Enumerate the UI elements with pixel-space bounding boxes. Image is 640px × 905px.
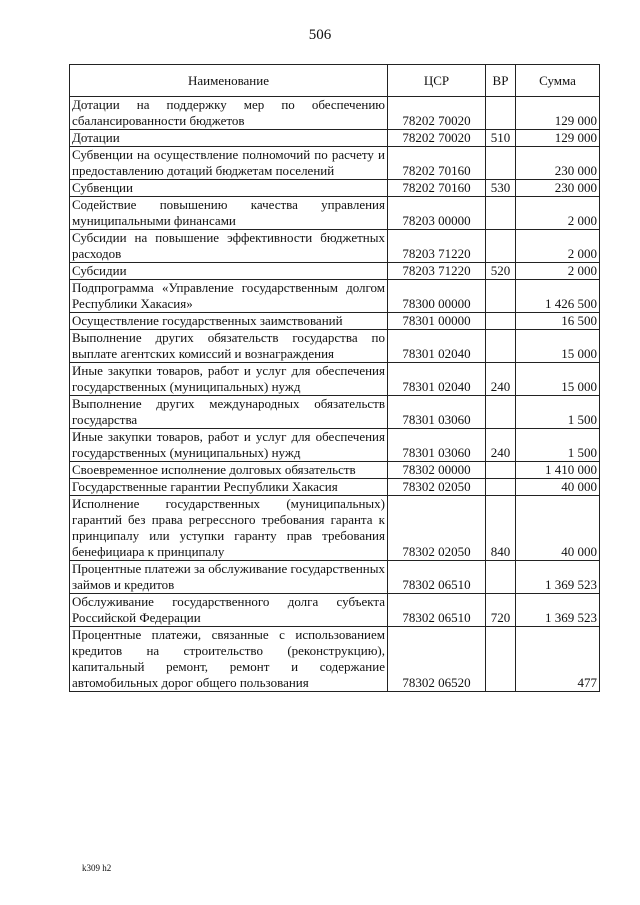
cell-name: Субвенции на осуществление полномочий по расчету и предоставлению дотаций бюджетам поселений xyxy=(70,147,388,180)
cell-vr xyxy=(486,280,516,313)
table-row xyxy=(70,496,600,561)
cell-csr: 78202 70020 xyxy=(388,130,486,147)
cell-sum: 129 000 xyxy=(516,97,600,130)
cell-csr: 78302 06520 xyxy=(388,627,486,692)
cell-vr xyxy=(486,627,516,692)
cell-sum: 230 000 xyxy=(516,147,600,180)
cell-csr: 78203 71220 xyxy=(388,230,486,263)
page-number: 506 xyxy=(308,27,332,43)
cell-sum: 15 000 xyxy=(516,363,600,396)
cell-name: Дотации на поддержку мер по обеспечению сбалансированности бюджетов xyxy=(70,97,388,130)
table-row xyxy=(70,396,600,429)
cell-sum: 1 500 xyxy=(516,396,600,429)
cell-vr: 840 xyxy=(486,496,516,561)
cell-sum: 477 xyxy=(516,627,600,692)
cell-name: Исполнение государственных (муниципальных) гарантий без права регрессного требования гаранта к принципалу или уступки гаранту прав требования бенефициара к принципалу xyxy=(70,496,388,561)
cell-csr: 78300 00000 xyxy=(388,280,486,313)
cell-sum: 2 000 xyxy=(516,230,600,263)
cell-vr xyxy=(486,97,516,130)
cell-name: Выполнение других международных обязательств государства xyxy=(70,396,388,429)
cell-name: Осуществление государственных заимствований xyxy=(70,313,388,330)
cell-name: Иные закупки товаров, работ и услуг для обеспечения государственных (муниципальных) нужд xyxy=(70,429,388,462)
cell-csr: 78202 70160 xyxy=(388,147,486,180)
header-sum: Сумма xyxy=(516,65,600,97)
cell-name: Государственные гарантии Республики Хакасия xyxy=(70,479,388,496)
cell-vr: 240 xyxy=(486,429,516,462)
cell-csr: 78202 70160 xyxy=(388,180,486,197)
cell-csr: 78203 71220 xyxy=(388,263,486,280)
cell-sum: 16 500 xyxy=(516,313,600,330)
cell-csr: 78301 03060 xyxy=(388,429,486,462)
cell-sum: 2 000 xyxy=(516,197,600,230)
table-row xyxy=(70,280,600,313)
cell-vr xyxy=(486,230,516,263)
table-row xyxy=(70,561,600,594)
cell-vr xyxy=(486,313,516,330)
cell-csr: 78301 02040 xyxy=(388,363,486,396)
table-row xyxy=(70,230,600,263)
cell-sum: 15 000 xyxy=(516,330,600,363)
cell-csr: 78302 02050 xyxy=(388,479,486,496)
table-row xyxy=(70,363,600,396)
table-row xyxy=(70,180,600,197)
cell-csr: 78301 03060 xyxy=(388,396,486,429)
table-row xyxy=(70,627,600,692)
cell-sum: 230 000 xyxy=(516,180,600,197)
cell-csr: 78203 00000 xyxy=(388,197,486,230)
cell-name: Подпрограмма «Управление государственным долгом Республики Хакасия» xyxy=(70,280,388,313)
cell-vr xyxy=(486,197,516,230)
table-row xyxy=(70,313,600,330)
table-row xyxy=(70,429,600,462)
table-row xyxy=(70,97,600,130)
footer-code: k309 h2 xyxy=(82,863,112,873)
cell-csr: 78301 00000 xyxy=(388,313,486,330)
table-row xyxy=(70,462,600,479)
cell-name: Дотации xyxy=(70,130,388,147)
cell-vr xyxy=(486,147,516,180)
cell-csr: 78302 02050 xyxy=(388,496,486,561)
budget-table xyxy=(69,64,600,692)
cell-csr: 78302 00000 xyxy=(388,462,486,479)
table-row xyxy=(70,147,600,180)
table-row xyxy=(70,479,600,496)
cell-csr: 78301 02040 xyxy=(388,330,486,363)
table-row xyxy=(70,130,600,147)
cell-sum: 2 000 xyxy=(516,263,600,280)
header-vr: ВР xyxy=(486,65,516,97)
table-row xyxy=(70,594,600,627)
cell-csr: 78202 70020 xyxy=(388,97,486,130)
cell-vr xyxy=(486,462,516,479)
table-header-row xyxy=(70,65,600,97)
table-row xyxy=(70,330,600,363)
cell-vr xyxy=(486,479,516,496)
cell-csr: 78302 06510 xyxy=(388,561,486,594)
cell-vr: 530 xyxy=(486,180,516,197)
cell-sum: 1 410 000 xyxy=(516,462,600,479)
cell-name: Субсидии на повышение эффективности бюджетных расходов xyxy=(70,230,388,263)
cell-name: Процентные платежи за обслуживание государственных займов и кредитов xyxy=(70,561,388,594)
cell-vr: 510 xyxy=(486,130,516,147)
cell-name: Выполнение других обязательств государства по выплате агентских комиссий и вознаграждения xyxy=(70,330,388,363)
cell-name: Своевременное исполнение долговых обязательств xyxy=(70,462,388,479)
cell-csr: 78302 06510 xyxy=(388,594,486,627)
cell-vr: 240 xyxy=(486,363,516,396)
cell-sum: 1 426 500 xyxy=(516,280,600,313)
cell-name: Процентные платежи, связанные с использованием кредитов на строительство (реконструкцию), капитальный ремонт, ремонт и содержание автомобильных дорог общего пользования xyxy=(70,627,388,692)
cell-sum: 1 369 523 xyxy=(516,561,600,594)
header-csr: ЦСР xyxy=(388,65,486,97)
cell-sum: 1 500 xyxy=(516,429,600,462)
cell-name: Субвенции xyxy=(70,180,388,197)
cell-name: Обслуживание государственного долга субъекта Российской Федерации xyxy=(70,594,388,627)
cell-vr: 720 xyxy=(486,594,516,627)
header-name: Наименование xyxy=(70,65,388,97)
table-row xyxy=(70,197,600,230)
cell-vr xyxy=(486,396,516,429)
cell-name: Субсидии xyxy=(70,263,388,280)
cell-vr: 520 xyxy=(486,263,516,280)
cell-vr xyxy=(486,561,516,594)
cell-sum: 40 000 xyxy=(516,496,600,561)
cell-vr xyxy=(486,330,516,363)
cell-name: Содействие повышению качества управления муниципальными финансами xyxy=(70,197,388,230)
cell-sum: 40 000 xyxy=(516,479,600,496)
cell-sum: 129 000 xyxy=(516,130,600,147)
cell-sum: 1 369 523 xyxy=(516,594,600,627)
cell-name: Иные закупки товаров, работ и услуг для обеспечения государственных (муниципальных) нужд xyxy=(70,363,388,396)
table-row xyxy=(70,263,600,280)
